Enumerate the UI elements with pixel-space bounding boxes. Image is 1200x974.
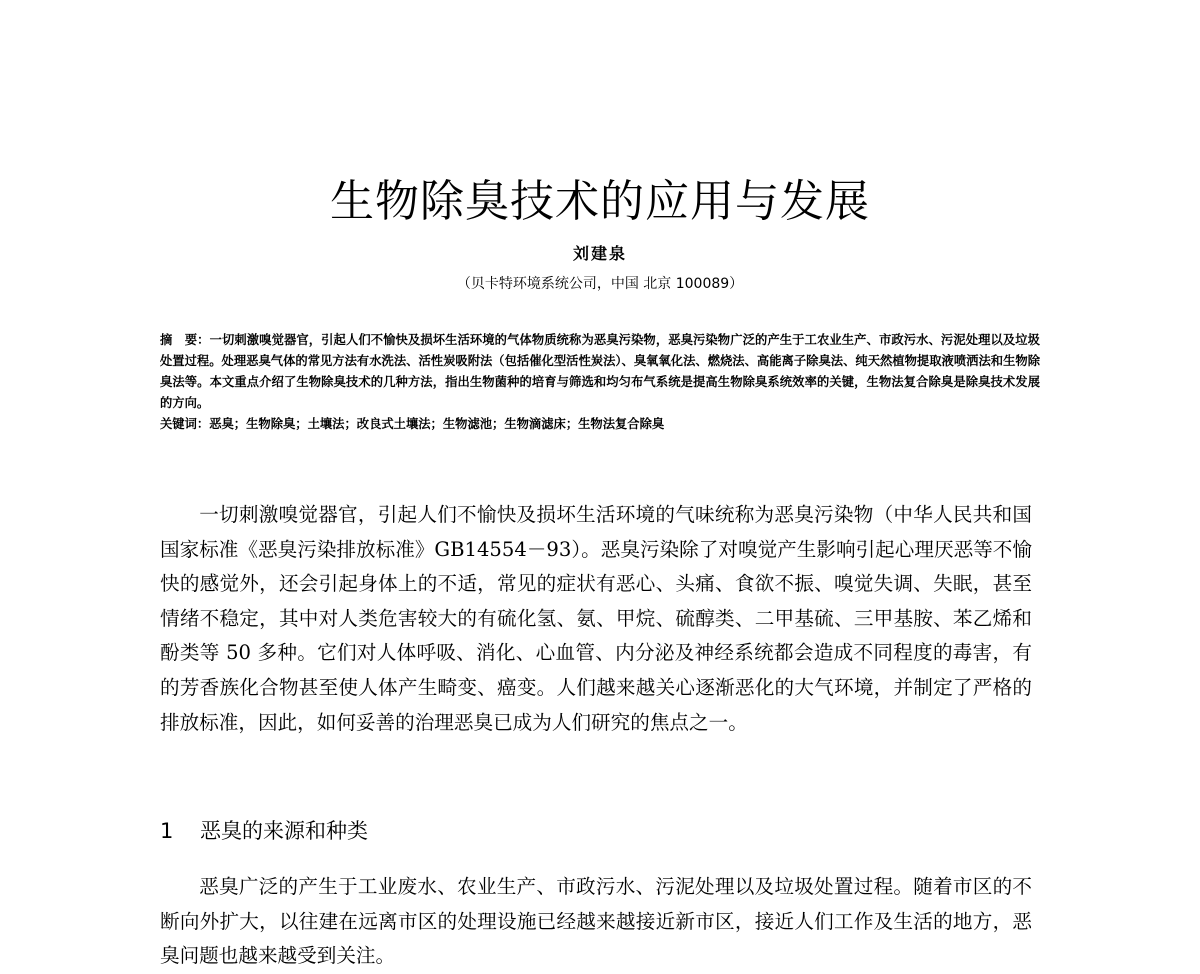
abstract-text: 一切刺激嗅觉器官，引起人们不愉快及损坏生活环境的气体物质统称为恶臭污染物，恶臭污染物广泛的产生于工农业生产、市政污水、污泥处理以及垃圾处置过程。处理恶臭气体的常见方法有水洗法、活性炭吸附法（包括催化型活性炭法）、臭氧氧化法、燃烧法、高能离子除臭法、纯天然植物提取液喷洒法和生物除臭法等。本文重点介绍了生物除臭技术的几种方法，指出生物菌种的培育与筛选和均匀布气系统是提高生物除臭系统效率的关键，生物法复合除臭是除臭技术发展的方向。 bbox=[160, 333, 1040, 410]
section-1-number: 1 bbox=[160, 819, 174, 843]
section-1-title: 恶臭的来源和种类 bbox=[200, 819, 368, 843]
section-1-heading bbox=[160, 814, 1032, 848]
abstract-block bbox=[160, 330, 1040, 435]
intro-section bbox=[160, 498, 1032, 740]
keywords-label: 关键词： bbox=[160, 417, 210, 431]
section-1-paragraph: 恶臭广泛的产生于工业废水、农业生产、市政污水、污泥处理以及垃圾处置过程。随着市区的不断向外扩大，以往建在远离市区的处理设施已经越来越接近新市区，接近人们工作及生活的地方，恶臭问题也越来越受到关注。 bbox=[160, 875, 1032, 968]
keywords-text: 恶臭；生物除臭；土壤法；改良式土壤法；生物滤池；生物滴滤床；生物法复合除臭 bbox=[209, 417, 665, 431]
author-affiliation: （贝卡特环境系统公司，中国 北京 100089） bbox=[456, 276, 744, 292]
abstract-label: 摘 要： bbox=[160, 333, 210, 347]
intro-paragraph: 一切刺激嗅觉器官，引起人们不愉快及损坏生活环境的气味统称为恶臭污染物（中华人民共和国国家标准《恶臭污染排放标准》GB14554－93）。恶臭污染除了对嗅觉产生影响引起心理厌恶等不愉快的感觉外，还会引起身体上的不适，常见的症状有恶心、头痛、食欲不振、嗅觉失调、失眠，甚至情绪不稳定，其中对人类危害较大的有硫化氢、氨、甲烷、硫醇类、二甲基硫、三甲基胺、苯乙烯和酚类等 50 多种。它们对人体呼吸、消化、心血管、内分泌及神经系统都会造成不同程度的毒害，有的芳香族化合物甚至使人体产生畸变、癌变。人们越来越关心逐渐恶化的大气环境，并制定了严格的排放标准，因此，如何妥善的治理恶臭已成为人们研究的焦点之一。 bbox=[160, 503, 1032, 734]
section-1-body bbox=[160, 870, 1032, 974]
paper-title: 生物除臭技术的应用与发展 bbox=[330, 176, 870, 227]
abstract-paragraph bbox=[160, 330, 1040, 414]
keywords-paragraph bbox=[160, 414, 1040, 435]
author-name: 刘建泉 bbox=[572, 244, 627, 263]
